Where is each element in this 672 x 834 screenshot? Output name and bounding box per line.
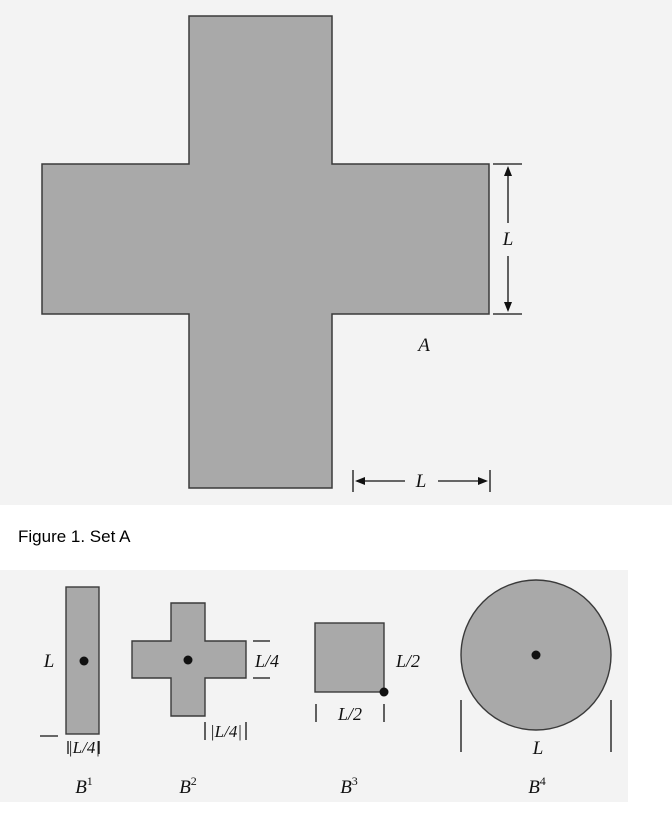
structuring-element-b2 — [132, 603, 270, 740]
b1-origin-dot — [80, 657, 89, 666]
b1-width-label: |L/4| — [67, 738, 101, 757]
width-dimension-label: L — [415, 471, 427, 492]
b3-width-label: L/2 — [337, 704, 363, 724]
b2-name-base: B — [179, 777, 191, 798]
set-a-label: A — [418, 335, 430, 356]
b3-name-base: B — [340, 777, 352, 798]
b3-height-label: L/2 — [396, 651, 421, 671]
structuring-element-b4 — [461, 580, 611, 752]
b1-name — [75, 774, 93, 798]
b2-height-label: L/4 — [255, 651, 280, 671]
b4-diameter-label: L — [532, 738, 544, 759]
b1-name-base: B — [75, 777, 87, 798]
b4-name — [528, 774, 546, 798]
b4-name-base: B — [528, 777, 540, 798]
set-a-cross-shape — [42, 16, 489, 488]
b1-name-sup: 1 — [86, 774, 93, 788]
b3-square — [315, 623, 384, 692]
structuring-elements-panel — [0, 570, 628, 802]
b2-width-label: |L/4| — [209, 722, 243, 741]
height-dimension-label: L — [502, 229, 514, 250]
b4-origin-dot — [532, 651, 541, 660]
b2-name-sup: 2 — [190, 774, 197, 788]
b3-origin-dot — [380, 688, 389, 697]
figure-caption: Figure 1. Set A — [18, 527, 131, 546]
b2-name — [179, 774, 197, 798]
b1-height-label: L — [43, 651, 55, 672]
structuring-elements-diagram — [0, 570, 628, 802]
b3-name — [340, 774, 358, 798]
b3-name-sup: 3 — [351, 774, 358, 788]
b4-name-sup: 4 — [539, 774, 546, 788]
b2-origin-dot — [184, 656, 193, 665]
